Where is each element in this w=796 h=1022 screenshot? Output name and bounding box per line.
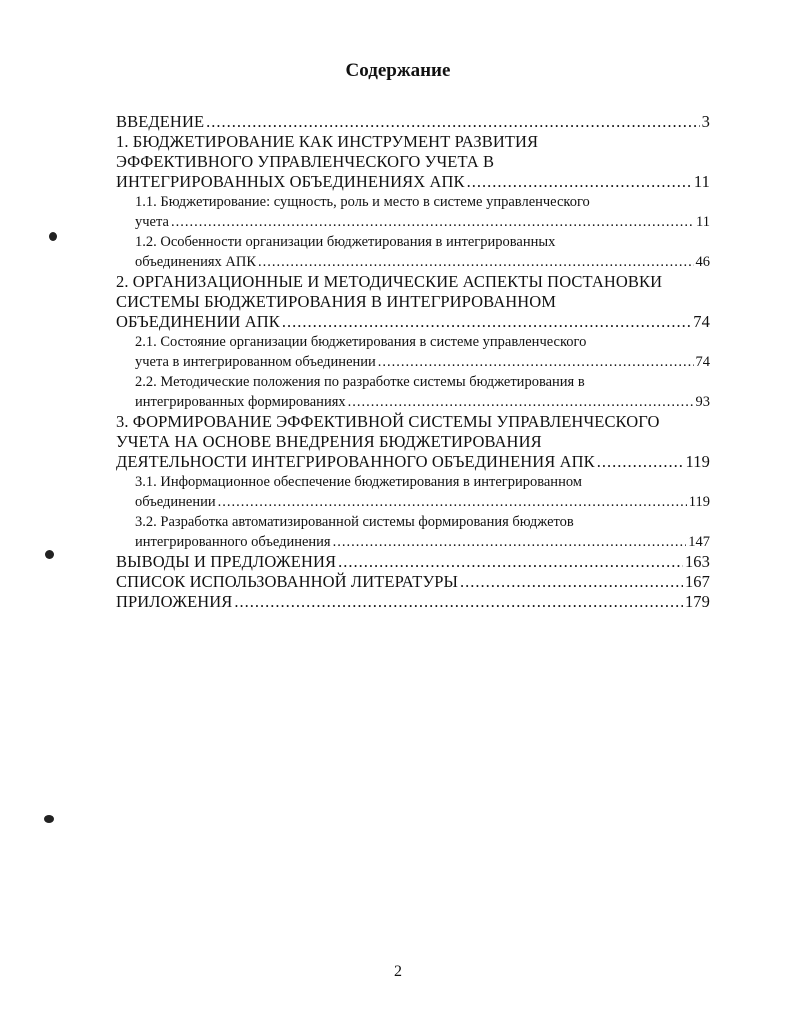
- toc-entry-last-line: [116, 592, 710, 612]
- toc-entry-line: ЭФФЕКТИВНОГО УПРАВЛЕНЧЕСКОГО УЧЕТА В: [116, 152, 495, 171]
- toc-entry-line: 1. БЮДЖЕТИРОВАНИЕ КАК ИНСТРУМЕНТ РАЗВИТИЯ: [116, 132, 539, 151]
- dot-leader: [348, 392, 694, 412]
- toc-entry-last-line: [116, 172, 710, 192]
- toc-entry-page: 74: [695, 354, 710, 370]
- toc-entry: [116, 412, 710, 472]
- scan-speck: [45, 550, 54, 559]
- dot-leader: [171, 212, 694, 232]
- toc-entry: [116, 592, 710, 612]
- toc-entry-last-line: [116, 452, 710, 472]
- toc-entry-line: 2.2. Методические положения по разработке системы бюджетирования в: [135, 374, 585, 390]
- toc-entry-title: ДЕЯТЕЛЬНОСТИ ИНТЕГРИРОВАННОГО ОБЪЕДИНЕНИЯ АПК: [116, 452, 595, 471]
- toc-entry-title: учета в интегрированном объединении: [135, 354, 376, 370]
- page-title: Содержание: [345, 60, 451, 81]
- toc-entry-line: 2.1. Состояние организации бюджетирования в системе управленческого: [135, 334, 587, 350]
- toc-entry-line: 3.2. Разработка автоматизированной системы формирования бюджетов: [135, 514, 574, 530]
- toc-entry-line: 2. ОРГАНИЗАЦИОННЫЕ И МЕТОДИЧЕСКИЕ АСПЕКТЫ ПОСТАНОВКИ: [116, 272, 663, 291]
- toc-entry-page: 93: [695, 394, 710, 410]
- toc-entry-last-line: [135, 532, 710, 552]
- toc-entry-last-line: [135, 492, 710, 512]
- toc-entry-line: 1.2. Особенности организации бюджетирования в интегрированных: [135, 234, 556, 250]
- toc-entry-title: учета: [135, 214, 169, 230]
- toc-entry-page: 147: [688, 534, 710, 550]
- toc-entry: [116, 552, 710, 572]
- toc-entry-last-line: [116, 112, 710, 132]
- toc-entry-title: объединениях АПК: [135, 254, 257, 270]
- page-number: 2: [394, 963, 402, 980]
- toc-entry: [116, 512, 710, 552]
- toc-entry: [116, 232, 710, 272]
- toc-entry-title: интегрированного объединения: [135, 534, 331, 550]
- toc-entry-page: 119: [688, 494, 710, 510]
- toc-entry-line: 1.1. Бюджетирование: сущность, роль и место в системе управленческого: [135, 194, 590, 210]
- toc-entry-line: УЧЕТА НА ОСНОВЕ ВНЕДРЕНИЯ БЮДЖЕТИРОВАНИЯ: [116, 432, 542, 451]
- dot-leader: [597, 452, 684, 472]
- dot-leader: [338, 552, 683, 572]
- toc-entry-last-line: [135, 212, 710, 232]
- toc-entry: [116, 372, 710, 412]
- toc-entry-last-line: [135, 392, 710, 412]
- toc-entry: [116, 572, 710, 592]
- dot-leader: [218, 492, 687, 512]
- toc-entry-title: ВЫВОДЫ И ПРЕДЛОЖЕНИЯ: [116, 552, 337, 571]
- dot-leader: [467, 172, 692, 192]
- toc-entry-page: 3: [701, 112, 710, 131]
- toc-entry-title: ПРИЛОЖЕНИЯ: [116, 592, 233, 611]
- toc-entry-title: объединении: [135, 494, 216, 510]
- toc-entry-title: ОБЪЕДИНЕНИИ АПК: [116, 312, 280, 331]
- toc-entry-page: 74: [693, 312, 710, 331]
- toc-entry-last-line: [116, 552, 710, 572]
- dot-leader: [460, 572, 683, 592]
- dot-leader: [206, 112, 700, 132]
- toc-entry-page: 167: [684, 572, 710, 591]
- toc-entry: [116, 132, 710, 192]
- scan-speck: [49, 232, 57, 241]
- toc-entry-page: 119: [685, 452, 710, 471]
- toc-entry-line: 3. ФОРМИРОВАНИЕ ЭФФЕКТИВНОЙ СИСТЕМЫ УПРАВЛЕНЧЕСКОГО: [116, 412, 660, 431]
- toc-entry-last-line: [116, 572, 710, 592]
- toc-entry: [116, 192, 710, 232]
- dot-leader: [258, 252, 693, 272]
- toc-entry-last-line: [135, 352, 710, 372]
- scan-speck: [44, 815, 54, 823]
- toc-entry-line: 3.1. Информационное обеспечение бюджетирования в интегрированном: [135, 474, 582, 490]
- toc-entry-page: 11: [693, 172, 710, 191]
- toc-entry-title: СПИСОК ИСПОЛЬЗОВАННОЙ ЛИТЕРАТУРЫ: [116, 572, 459, 591]
- toc-entry: [116, 112, 710, 132]
- toc-entry-last-line: [135, 252, 710, 272]
- toc-entry: [116, 272, 710, 332]
- dot-leader: [333, 532, 687, 552]
- toc-entry-title: ИНТЕГРИРОВАННЫХ ОБЪЕДИНЕНИЯХ АПК: [116, 172, 465, 191]
- toc-entry-title: интегрированных формированиях: [135, 394, 346, 410]
- toc-entry-page: 163: [684, 552, 710, 571]
- dot-leader: [282, 312, 691, 332]
- toc-entry-last-line: [116, 312, 710, 332]
- toc-entry-page: 46: [695, 254, 710, 270]
- toc-entry: [116, 332, 710, 372]
- toc-entry-title: ВВЕДЕНИЕ: [116, 112, 205, 131]
- table-of-contents: [116, 112, 710, 612]
- toc-entry-page: 11: [696, 214, 710, 230]
- dot-leader: [234, 592, 683, 612]
- toc-entry-line: СИСТЕМЫ БЮДЖЕТИРОВАНИЯ В ИНТЕГРИРОВАННОМ: [116, 292, 557, 311]
- dot-leader: [378, 352, 694, 372]
- toc-entry: [116, 472, 710, 512]
- toc-entry-page: 179: [684, 592, 710, 611]
